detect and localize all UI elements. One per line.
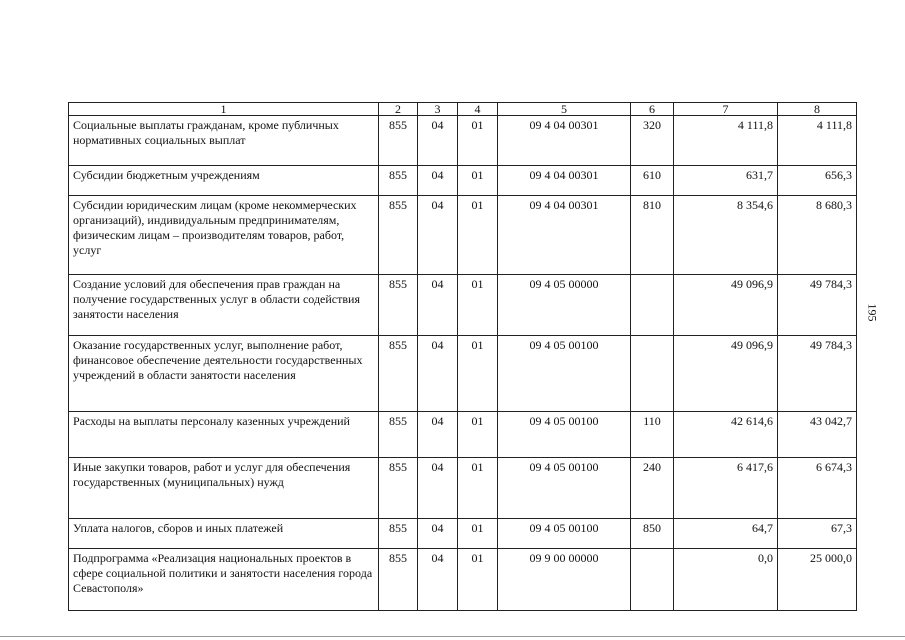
section-code: 04 <box>418 196 458 275</box>
row-name: Создание условий для обеспечения прав граждан на получение государственных услуг в области содействия занятости населения <box>69 275 379 336</box>
column-header: 1 <box>69 103 379 116</box>
ministry-code: 855 <box>379 458 418 519</box>
ministry-code: 855 <box>379 519 418 549</box>
ministry-code: 855 <box>379 549 418 611</box>
subsection-code: 01 <box>458 412 498 458</box>
section-code: 04 <box>418 116 458 166</box>
table-row <box>69 412 857 458</box>
target-article-code: 09 9 00 00000 <box>498 549 631 611</box>
ministry-code: 855 <box>379 336 418 412</box>
column-header: 6 <box>631 103 674 116</box>
row-name: Социальные выплаты гражданам, кроме публичных нормативных социальных выплат <box>69 116 379 166</box>
subsection-code: 01 <box>458 549 498 611</box>
amount-col7: 42 614,6 <box>674 412 778 458</box>
table-row <box>69 458 857 519</box>
amount-col8: 49 784,3 <box>778 275 857 336</box>
column-header: 2 <box>379 103 418 116</box>
target-article-code: 09 4 04 00301 <box>498 116 631 166</box>
section-code: 04 <box>418 275 458 336</box>
expense-type-code <box>631 275 674 336</box>
subsection-code: 01 <box>458 196 498 275</box>
amount-col8: 49 784,3 <box>778 336 857 412</box>
column-header: 7 <box>674 103 778 116</box>
section-code: 04 <box>418 166 458 196</box>
row-name: Оказание государственных услуг, выполнение работ, финансовое обеспечение деятельности государственных учреждений в области занятости населения <box>69 336 379 412</box>
expense-type-code: 850 <box>631 519 674 549</box>
subsection-code: 01 <box>458 166 498 196</box>
expense-type-code <box>631 549 674 611</box>
amount-col8: 656,3 <box>778 166 857 196</box>
row-name: Субсидии юридическим лицам (кроме некоммерческих организаций), индивидуальным предпринимателям, физическим лицам – производителям товаров, работ, услуг <box>69 196 379 275</box>
page-edge-line <box>0 636 905 637</box>
table-row <box>69 336 857 412</box>
amount-col8: 67,3 <box>778 519 857 549</box>
section-code: 04 <box>418 458 458 519</box>
column-header: 3 <box>418 103 458 116</box>
row-name: Субсидии бюджетным учреждениям <box>69 166 379 196</box>
row-name: Расходы на выплаты персоналу казенных учреждений <box>69 412 379 458</box>
ministry-code: 855 <box>379 275 418 336</box>
expense-type-code: 240 <box>631 458 674 519</box>
table-row <box>69 275 857 336</box>
target-article-code: 09 4 05 00100 <box>498 412 631 458</box>
table-row <box>69 549 857 611</box>
table-row <box>69 116 857 166</box>
amount-col7: 64,7 <box>674 519 778 549</box>
expense-type-code: 810 <box>631 196 674 275</box>
table-row <box>69 519 857 549</box>
amount-col8: 43 042,7 <box>778 412 857 458</box>
expense-type-code: 110 <box>631 412 674 458</box>
section-code: 04 <box>418 519 458 549</box>
section-code: 04 <box>418 412 458 458</box>
target-article-code: 09 4 04 00301 <box>498 196 631 275</box>
subsection-code: 01 <box>458 458 498 519</box>
budget-table <box>68 102 857 611</box>
amount-col7: 6 417,6 <box>674 458 778 519</box>
subsection-code: 01 <box>458 519 498 549</box>
column-header: 4 <box>458 103 498 116</box>
column-header: 5 <box>498 103 631 116</box>
section-code: 04 <box>418 549 458 611</box>
table-row <box>69 166 857 196</box>
target-article-code: 09 4 04 00301 <box>498 166 631 196</box>
row-name: Уплата налогов, сборов и иных платежей <box>69 519 379 549</box>
amount-col7: 0,0 <box>674 549 778 611</box>
row-name: Иные закупки товаров, работ и услуг для обеспечения государственных (муниципальных) нужд <box>69 458 379 519</box>
ministry-code: 855 <box>379 166 418 196</box>
amount-col8: 8 680,3 <box>778 196 857 275</box>
amount-col8: 25 000,0 <box>778 549 857 611</box>
ministry-code: 855 <box>379 196 418 275</box>
expense-type-code <box>631 336 674 412</box>
table-row <box>69 196 857 275</box>
amount-col7: 8 354,6 <box>674 196 778 275</box>
target-article-code: 09 4 05 00000 <box>498 275 631 336</box>
amount-col7: 4 111,8 <box>674 116 778 166</box>
row-name: Подпрограмма «Реализация национальных проектов в сфере социальной политики и занятости населения города Севастополя» <box>69 549 379 611</box>
expense-type-code: 320 <box>631 116 674 166</box>
amount-col7: 631,7 <box>674 166 778 196</box>
column-header: 8 <box>778 103 857 116</box>
amount-col8: 4 111,8 <box>778 116 857 166</box>
subsection-code: 01 <box>458 275 498 336</box>
amount-col7: 49 096,9 <box>674 336 778 412</box>
target-article-code: 09 4 05 00100 <box>498 458 631 519</box>
target-article-code: 09 4 05 00100 <box>498 336 631 412</box>
expense-type-code: 610 <box>631 166 674 196</box>
amount-col7: 49 096,9 <box>674 275 778 336</box>
header-row <box>69 103 857 116</box>
subsection-code: 01 <box>458 116 498 166</box>
ministry-code: 855 <box>379 116 418 166</box>
target-article-code: 09 4 05 00100 <box>498 519 631 549</box>
amount-col8: 6 674,3 <box>778 458 857 519</box>
subsection-code: 01 <box>458 336 498 412</box>
section-code: 04 <box>418 336 458 412</box>
page-number: 195 <box>865 303 880 322</box>
ministry-code: 855 <box>379 412 418 458</box>
